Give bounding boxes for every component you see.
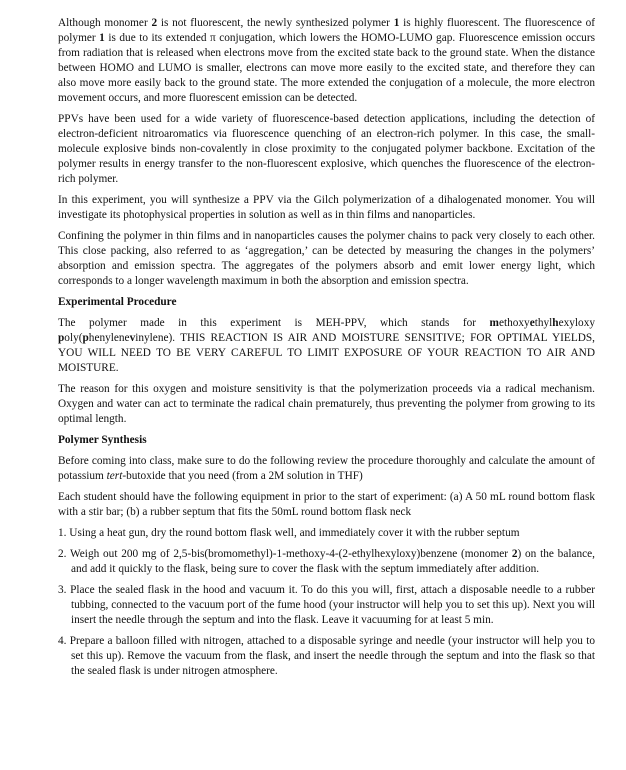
procedure-step-3: 3. Place the sealed flask in the hood and vacuum it. To do this you will, first, attach a disposable needle to a rubber tubbing, connected to the vacuum port of the fume hood (your instructor will help you to set this up). Next you will insert the needle through the septum and into the flask. Leave it vacuuming for at least 5 min. (58, 584, 595, 626)
polymer-number: 1 (393, 17, 400, 29)
acronym-letter: p (82, 332, 89, 344)
acronym-letter: p (58, 332, 65, 344)
procedure-step-4: 4. Prepare a balloon filled with nitrogen, attached to a disposable syringe and needle (your instructor will help you to set this up). Remove the vacuum from the flask, and insert the needle through the septum and into the flask so that the sealed flask is under nitrogen atmosphere. (58, 635, 595, 677)
procedure-step-2 (58, 547, 595, 577)
polymer-number: 1 (99, 32, 105, 44)
text: is not fluorescent, the newly synthesized polymer (157, 17, 394, 29)
text: ethoxy (498, 317, 530, 329)
document-page (58, 16, 595, 685)
paragraph-fluorescence (58, 16, 595, 106)
acronym-letter: e (529, 317, 535, 329)
acronym-letter: v (129, 332, 136, 344)
procedure-step-1: 1. Using a heat gun, dry the round bottom flask well, and immediately cover it with the rubber septum (58, 527, 520, 539)
text: henylene (88, 332, 130, 344)
acronym-letter: m (489, 317, 499, 329)
text: -butoxide that you need (from a 2M solution in THF) (122, 470, 363, 482)
section-heading-polymer-synthesis: Polymer Synthesis (58, 434, 147, 446)
monomer-number: 2 (511, 548, 518, 560)
section-heading-experimental: Experimental Procedure (58, 296, 177, 308)
paragraph-oxygen-sensitivity: The reason for this oxygen and moisture sensitivity is that the polymerization proceeds via a radical mechanism. Oxygen and water can act to terminate the radical chain prematurely, thus preventing the polymer from growing to its optimal length. (58, 383, 595, 425)
acronym-letter: h (552, 317, 559, 329)
text: is due to its extended π conjugation, which lowers the HOMO-LUMO gap. Fluorescence emission occurs from radiation that is released when electrons move from the excited state back to the ground state. When the distance between HOMO and LUMO is smaller, electrons can move more easily to the excited state, and therefore they can also move more easily back to the ground state. The more extended the conjugation of a molecule, the more electron movement occurs, and more fluorescent emission can be detected. (58, 32, 595, 104)
text: exyloxy (558, 317, 595, 329)
text: 2. Weigh out 200 mg of 2,5-bis(bromomethyl)-1-methoxy-4-(2-ethylhexyloxy)benzene (monomer (58, 548, 512, 560)
text: Before coming into class, make sure to do the following review the procedure thoroughly and calculate the amount of potassium (58, 455, 595, 482)
paragraph-experiment-intro: In this experiment, you will synthesize a PPV via the Gilch polymerization of a dihalogenated monomer. You will investigate its photophysical properties in solution as well as in thin films and nanoparticles. (58, 194, 595, 221)
paragraph-before-class (58, 454, 595, 484)
paragraph-meh-ppv (58, 316, 595, 376)
text: ) on the balance, and add it quickly to the flask, being sure to cover the flask with the septum immediately after addition. (71, 548, 595, 575)
text: oly( (64, 332, 83, 344)
text: thyl (534, 317, 553, 329)
text: is highly fluorescent. The fluorescence of polymer (58, 17, 595, 44)
text: The polymer made in this experiment is MEH-PPV, which stands for (58, 317, 490, 329)
monomer-number: 2 (151, 17, 158, 29)
paragraph-aggregation: Confining the polymer in thin films and in nanoparticles causes the polymer chains to pack very closely to each other. This close packing, also referred to as ‘aggregation,’ can be detected by measuring the changes in the polymers’ absorption and emission spectra. The aggregates of the polymers absorb and emit lower energy light, which corresponds to a longer wavelength maximum in both the absorption and emission spectra. (58, 230, 595, 287)
text: Although monomer (58, 17, 152, 29)
italic-term: tert (106, 470, 123, 482)
text: inylene). THIS REACTION IS AIR AND MOISTURE SENSITIVE; FOR OPTIMAL YIELDS, YOU WILL NEED TO BE VERY CAREFUL TO LIMIT EXPOSURE OF YOUR REACTION TO AIR AND MOISTURE. (58, 332, 595, 374)
paragraph-ppv-detection: PPVs have been used for a wide variety of fluorescence-based detection applications, including the detection of electron-deficient nitroaromatics via fluorescence quenching of an electron-rich polymer. In this case, the small-molecule explosive binds non-covalently in close proximity to the conjugated polymer backbone. Excitation of the polymer results in energy transfer to the non-fluorescent explosive, which quenches the fluorescence of the electron-rich polymer. (58, 113, 595, 185)
paragraph-equipment: Each student should have the following equipment in prior to the start of experiment: (a) A 50 mL round bottom flask with a stir bar; (b) a rubber septum that fits the 50mL round bottom flask neck (58, 491, 595, 518)
